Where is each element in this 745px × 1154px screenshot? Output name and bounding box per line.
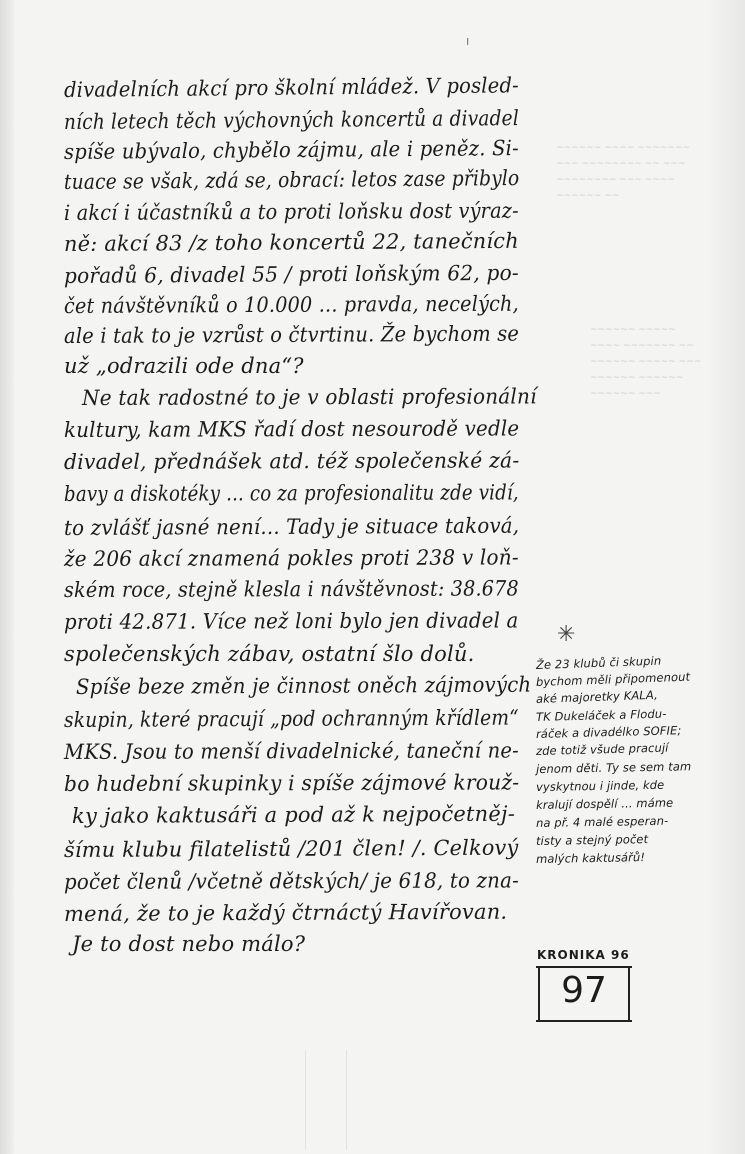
note-line: bychom měli připomenout	[535, 669, 691, 689]
note-line: malých kaktusářů!	[535, 850, 646, 866]
text-line: divadelních akcí pro školní mládež. V posled-	[63, 73, 520, 102]
text-line: divadel, přednášek atd. též společenské zá-	[63, 448, 520, 474]
text-line: mená, že to je každý čtrnáctý Havířovan.	[63, 899, 508, 926]
text-line: Je to dost nebo málo?	[72, 932, 306, 956]
text-line: tuace se však, zdá se, obrací: letos zase přibylo	[63, 166, 520, 194]
text-line: šímu klubu filatelistů /201 člen! /. Celkový	[63, 835, 519, 862]
text-line: to zvlášť jasné není... Tady je situace taková,	[63, 513, 520, 540]
note-line: jenom děti. Ty se sem tam	[535, 759, 692, 776]
chronicle-label: KRONIKA 96	[537, 948, 630, 962]
note-line: TK Dukeláček a Flodu-	[535, 706, 667, 724]
text-line: skupin, které pracují „pod ochranným křídlem“	[63, 705, 519, 732]
text-line: MKS. Jsou to menší divadelnické, taneční ne-	[63, 738, 519, 764]
note-line: ráček a divadélko SOFIE;	[535, 723, 682, 741]
page-number-box	[536, 966, 632, 1022]
page-binding-edge	[0, 0, 14, 1154]
bleed-through-mark	[305, 1050, 347, 1150]
text-line: čet návštěvníků o 10.000 ... pravda, necelých,	[63, 291, 519, 318]
text-line: spíše ubývalo, chybělo zájmu, ale i peněz. Si-	[63, 136, 519, 164]
text-line: že 206 akcí znamená pokles proti 238 v loň-	[63, 545, 519, 571]
text-line: ském roce, stejně klesla i návštěvnost: 38.678	[63, 576, 519, 602]
note-line: kralují dospělí ... máme	[535, 795, 674, 812]
asterisk-icon: ✳	[557, 622, 576, 647]
text-line: Spíše beze změn je činnost oněch zájmových	[75, 672, 532, 699]
text-line: bavy a diskotéky ... co za profesionalitu zde vidí,	[63, 480, 519, 506]
page-mark: ı	[466, 34, 470, 48]
text-line: ních letech těch výchovných koncertů a divadel	[63, 106, 519, 134]
note-line: vyskytnou i jinde, kde	[535, 777, 665, 794]
text-line: pořadů 6, divadel 55 / proti loňským 62, po-	[63, 260, 519, 288]
text-line: ale i tak to je vzrůst o čtvrtinu. Že bychom se	[63, 321, 520, 348]
text-line: Ne tak radostné to je v oblasti profesionální	[81, 384, 537, 410]
bleed-through-text-2: ~~~~~~ ~~~~~ ~~~~ ~~~~~~~ ~~ ~~~~~~ ~~~~~ ~~~ ~~~~~~ ~~~~~~ ~~~~~~ ~~~	[590, 325, 702, 399]
note-line: aké majoretky KALA,	[535, 687, 658, 706]
text-line: bo hudební skupinky i spíše zájmové krouž-	[63, 770, 520, 796]
text-line: už „odrazili ode dna“?	[64, 354, 304, 378]
page-number: 97	[561, 970, 607, 1011]
text-line: i akcí i účastníků a to proti loňsku dost výraz-	[63, 198, 519, 225]
text-line: ně: akcí 83 /z toho koncertů 22, tanečních	[63, 228, 519, 256]
note-line: Že 23 klubů či skupin	[535, 653, 662, 672]
text-line: společenských zábav, ostatní šlo dolů.	[64, 642, 475, 666]
text-line: proti 42.871. Více než loni bylo jen divadel a	[63, 608, 519, 634]
text-line: počet členů /včetně dětských/ je 618, to zna-	[63, 868, 519, 894]
note-line: na př. 4 malé esperan-	[535, 813, 669, 830]
page-shadow	[705, 0, 745, 1154]
note-line: tisty a stejný počet	[535, 832, 649, 848]
text-line: ky jako kaktusáři a pod až k nejpočetněj-	[71, 801, 516, 828]
text-line: kultury, kam MKS řadí dost nesourodě vedle	[63, 416, 520, 442]
note-line: zde totiž všude pracují	[535, 740, 669, 758]
bleed-through-text: ~~~~~~ ~~~~ ~~~~~~~ ~~~ ~~~~~~~~ ~~ ~~~ ~~~~~~~~ ~~~ ~~~~ ~~~~~~ ~~	[556, 143, 690, 201]
